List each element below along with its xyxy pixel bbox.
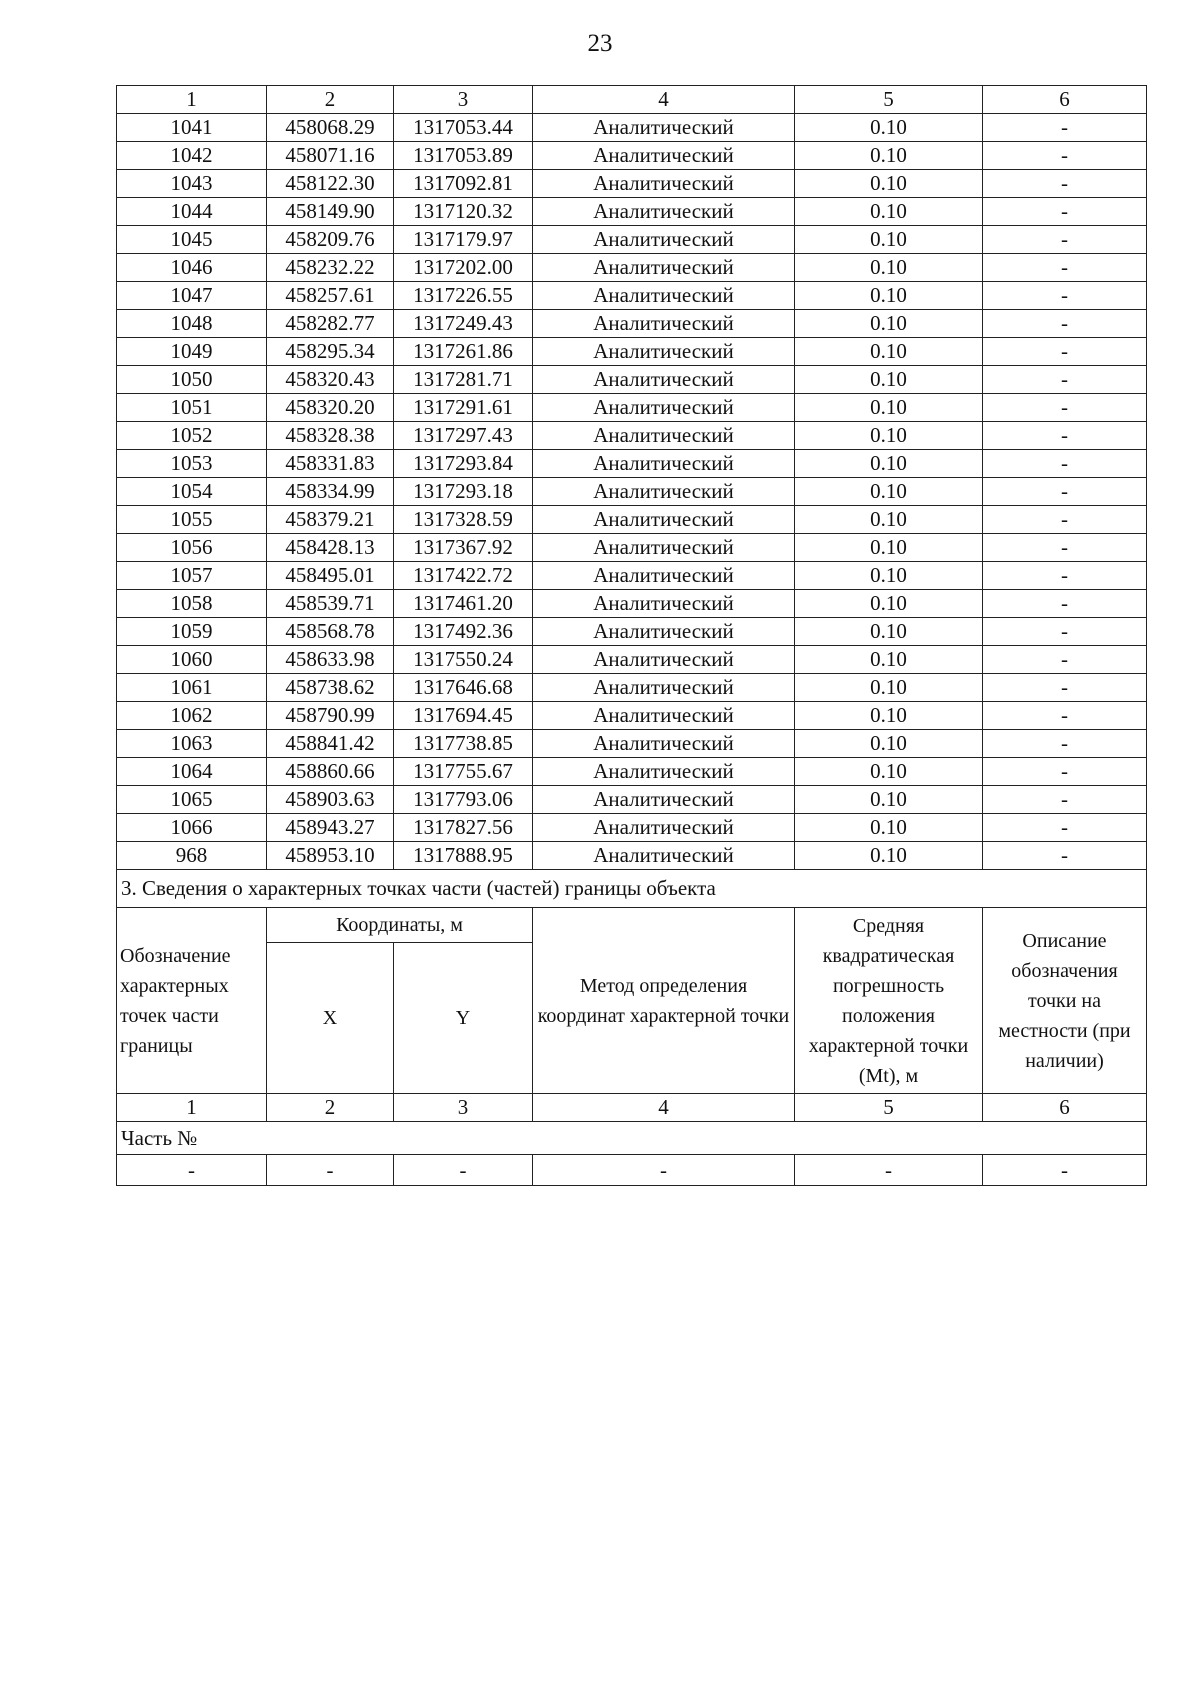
description-cell: - bbox=[983, 674, 1147, 702]
method-cell: Аналитический bbox=[533, 254, 795, 282]
point-id-cell: 1045 bbox=[117, 226, 267, 254]
x-cell: 458295.34 bbox=[267, 338, 394, 366]
table-row bbox=[117, 282, 1147, 310]
y-cell: 1317226.55 bbox=[394, 282, 533, 310]
y-cell: 1317888.95 bbox=[394, 842, 533, 870]
y-cell: 1317738.85 bbox=[394, 730, 533, 758]
x-cell: 458232.22 bbox=[267, 254, 394, 282]
point-id-cell: 1054 bbox=[117, 478, 267, 506]
empty-cell: - bbox=[795, 1155, 983, 1186]
x-cell: 458633.98 bbox=[267, 646, 394, 674]
method-cell: Аналитический bbox=[533, 338, 795, 366]
description-cell: - bbox=[983, 394, 1147, 422]
method-cell: Аналитический bbox=[533, 842, 795, 870]
column-number-row bbox=[117, 86, 1147, 114]
x-cell: 458071.16 bbox=[267, 142, 394, 170]
error-cell: 0.10 bbox=[795, 674, 983, 702]
error-cell: 0.10 bbox=[795, 338, 983, 366]
col-number: 1 bbox=[117, 86, 267, 114]
col-number: 6 bbox=[983, 1094, 1147, 1122]
error-cell: 0.10 bbox=[795, 506, 983, 534]
y-cell: 1317120.32 bbox=[394, 198, 533, 226]
y-cell: 1317646.68 bbox=[394, 674, 533, 702]
col-number: 3 bbox=[394, 86, 533, 114]
table-row bbox=[117, 478, 1147, 506]
description-cell: - bbox=[983, 282, 1147, 310]
error-cell: 0.10 bbox=[795, 646, 983, 674]
col-number: 2 bbox=[267, 1094, 394, 1122]
description-cell: - bbox=[983, 646, 1147, 674]
col-number: 5 bbox=[795, 86, 983, 114]
method-cell: Аналитический bbox=[533, 786, 795, 814]
table-row bbox=[117, 422, 1147, 450]
error-cell: 0.10 bbox=[795, 534, 983, 562]
section-header-row bbox=[117, 908, 1147, 943]
method-cell: Аналитический bbox=[533, 170, 795, 198]
description-cell: - bbox=[983, 142, 1147, 170]
point-id-cell: 1049 bbox=[117, 338, 267, 366]
error-cell: 0.10 bbox=[795, 618, 983, 646]
point-id-cell: 1046 bbox=[117, 254, 267, 282]
point-id-cell: 1044 bbox=[117, 198, 267, 226]
point-id-cell: 1052 bbox=[117, 422, 267, 450]
description-cell: - bbox=[983, 758, 1147, 786]
y-cell: 1317328.59 bbox=[394, 506, 533, 534]
x-cell: 458149.90 bbox=[267, 198, 394, 226]
error-cell: 0.10 bbox=[795, 170, 983, 198]
error-cell: 0.10 bbox=[795, 590, 983, 618]
x-header: X bbox=[267, 943, 394, 1094]
x-cell: 458282.77 bbox=[267, 310, 394, 338]
error-cell: 0.10 bbox=[795, 814, 983, 842]
x-cell: 458539.71 bbox=[267, 590, 394, 618]
empty-cell: - bbox=[533, 1155, 795, 1186]
x-cell: 458320.20 bbox=[267, 394, 394, 422]
description-cell: - bbox=[983, 534, 1147, 562]
y-cell: 1317793.06 bbox=[394, 786, 533, 814]
x-cell: 458860.66 bbox=[267, 758, 394, 786]
method-cell: Аналитический bbox=[533, 814, 795, 842]
description-cell: - bbox=[983, 226, 1147, 254]
table-row bbox=[117, 142, 1147, 170]
table-row bbox=[117, 758, 1147, 786]
method-cell: Аналитический bbox=[533, 618, 795, 646]
error-cell: 0.10 bbox=[795, 114, 983, 142]
y-cell: 1317461.20 bbox=[394, 590, 533, 618]
error-cell: 0.10 bbox=[795, 394, 983, 422]
description-cell: - bbox=[983, 506, 1147, 534]
table-row bbox=[117, 590, 1147, 618]
method-cell: Аналитический bbox=[533, 198, 795, 226]
part-label: Часть № bbox=[117, 1122, 1147, 1155]
point-id-cell: 1048 bbox=[117, 310, 267, 338]
description-cell: - bbox=[983, 562, 1147, 590]
method-cell: Аналитический bbox=[533, 226, 795, 254]
x-cell: 458320.43 bbox=[267, 366, 394, 394]
x-cell: 458334.99 bbox=[267, 478, 394, 506]
x-cell: 458209.76 bbox=[267, 226, 394, 254]
error-cell: 0.10 bbox=[795, 422, 983, 450]
method-cell: Аналитический bbox=[533, 366, 795, 394]
points-rows bbox=[117, 114, 1147, 870]
description-cell: - bbox=[983, 618, 1147, 646]
section-column-number-row bbox=[117, 1094, 1147, 1122]
section-title-row bbox=[117, 870, 1147, 908]
table-row bbox=[117, 730, 1147, 758]
error-cell: 0.10 bbox=[795, 142, 983, 170]
col-number: 5 bbox=[795, 1094, 983, 1122]
point-id-cell: 1050 bbox=[117, 366, 267, 394]
point-id-cell: 1043 bbox=[117, 170, 267, 198]
point-id-cell: 968 bbox=[117, 842, 267, 870]
y-cell: 1317297.43 bbox=[394, 422, 533, 450]
table-row bbox=[117, 814, 1147, 842]
error-cell: 0.10 bbox=[795, 730, 983, 758]
method-cell: Аналитический bbox=[533, 562, 795, 590]
table-row bbox=[117, 254, 1147, 282]
table-row bbox=[117, 618, 1147, 646]
y-cell: 1317293.84 bbox=[394, 450, 533, 478]
x-cell: 458953.10 bbox=[267, 842, 394, 870]
method-header: Метод определения координат характерной точки bbox=[533, 908, 795, 1094]
table-row bbox=[117, 842, 1147, 870]
y-cell: 1317293.18 bbox=[394, 478, 533, 506]
method-cell: Аналитический bbox=[533, 674, 795, 702]
table-row bbox=[117, 394, 1147, 422]
method-cell: Аналитический bbox=[533, 114, 795, 142]
description-cell: - bbox=[983, 310, 1147, 338]
error-cell: 0.10 bbox=[795, 310, 983, 338]
method-cell: Аналитический bbox=[533, 590, 795, 618]
point-id-cell: 1060 bbox=[117, 646, 267, 674]
x-cell: 458328.38 bbox=[267, 422, 394, 450]
description-cell: - bbox=[983, 366, 1147, 394]
point-id-cell: 1066 bbox=[117, 814, 267, 842]
description-cell: - bbox=[983, 590, 1147, 618]
point-id-cell: 1047 bbox=[117, 282, 267, 310]
error-cell: 0.10 bbox=[795, 478, 983, 506]
point-id-cell: 1057 bbox=[117, 562, 267, 590]
designation-header: Обозначение характерных точек части границы bbox=[117, 908, 267, 1094]
method-cell: Аналитический bbox=[533, 534, 795, 562]
table-row bbox=[117, 534, 1147, 562]
table-row bbox=[117, 506, 1147, 534]
error-cell: 0.10 bbox=[795, 842, 983, 870]
error-cell: 0.10 bbox=[795, 198, 983, 226]
point-id-cell: 1063 bbox=[117, 730, 267, 758]
y-cell: 1317755.67 bbox=[394, 758, 533, 786]
table-row bbox=[117, 562, 1147, 590]
description-header: Описание обозначения точки на местности (при наличии) bbox=[983, 908, 1147, 1094]
error-cell: 0.10 bbox=[795, 562, 983, 590]
y-cell: 1317827.56 bbox=[394, 814, 533, 842]
description-cell: - bbox=[983, 254, 1147, 282]
point-id-cell: 1056 bbox=[117, 534, 267, 562]
description-cell: - bbox=[983, 422, 1147, 450]
x-cell: 458331.83 bbox=[267, 450, 394, 478]
point-id-cell: 1058 bbox=[117, 590, 267, 618]
x-cell: 458738.62 bbox=[267, 674, 394, 702]
point-id-cell: 1041 bbox=[117, 114, 267, 142]
empty-cell: - bbox=[117, 1155, 267, 1186]
description-cell: - bbox=[983, 338, 1147, 366]
y-cell: 1317053.89 bbox=[394, 142, 533, 170]
description-cell: - bbox=[983, 170, 1147, 198]
error-cell: 0.10 bbox=[795, 702, 983, 730]
method-cell: Аналитический bbox=[533, 422, 795, 450]
method-cell: Аналитический bbox=[533, 506, 795, 534]
table-row bbox=[117, 114, 1147, 142]
empty-row bbox=[117, 1155, 1147, 1186]
table-row bbox=[117, 226, 1147, 254]
y-cell: 1317291.61 bbox=[394, 394, 533, 422]
y-cell: 1317261.86 bbox=[394, 338, 533, 366]
x-cell: 458379.21 bbox=[267, 506, 394, 534]
point-id-cell: 1042 bbox=[117, 142, 267, 170]
col-number: 4 bbox=[533, 86, 795, 114]
description-cell: - bbox=[983, 702, 1147, 730]
description-cell: - bbox=[983, 730, 1147, 758]
y-cell: 1317202.00 bbox=[394, 254, 533, 282]
point-id-cell: 1053 bbox=[117, 450, 267, 478]
method-cell: Аналитический bbox=[533, 702, 795, 730]
error-cell: 0.10 bbox=[795, 254, 983, 282]
table-row bbox=[117, 674, 1147, 702]
point-id-cell: 1065 bbox=[117, 786, 267, 814]
empty-cell: - bbox=[394, 1155, 533, 1186]
col-number: 1 bbox=[117, 1094, 267, 1122]
col-number: 4 bbox=[533, 1094, 795, 1122]
error-cell: 0.10 bbox=[795, 786, 983, 814]
coordinates-header: Координаты, м bbox=[267, 908, 533, 943]
section-title: 3. Сведения о характерных точках части (частей) границы объекта bbox=[117, 870, 1147, 908]
error-cell: 0.10 bbox=[795, 282, 983, 310]
page-number: 23 bbox=[587, 30, 613, 57]
table-row bbox=[117, 198, 1147, 226]
method-cell: Аналитический bbox=[533, 730, 795, 758]
x-cell: 458903.63 bbox=[267, 786, 394, 814]
y-cell: 1317492.36 bbox=[394, 618, 533, 646]
point-id-cell: 1059 bbox=[117, 618, 267, 646]
point-id-cell: 1061 bbox=[117, 674, 267, 702]
error-header: Средняя квадратическая погрешность положения характерной точки (Mt), м bbox=[795, 908, 983, 1094]
error-cell: 0.10 bbox=[795, 226, 983, 254]
table-row bbox=[117, 702, 1147, 730]
method-cell: Аналитический bbox=[533, 758, 795, 786]
method-cell: Аналитический bbox=[533, 478, 795, 506]
description-cell: - bbox=[983, 814, 1147, 842]
empty-cell: - bbox=[267, 1155, 394, 1186]
table-row bbox=[117, 170, 1147, 198]
point-id-cell: 1051 bbox=[117, 394, 267, 422]
y-cell: 1317053.44 bbox=[394, 114, 533, 142]
x-cell: 458257.61 bbox=[267, 282, 394, 310]
empty-cell: - bbox=[983, 1155, 1147, 1186]
error-cell: 0.10 bbox=[795, 366, 983, 394]
method-cell: Аналитический bbox=[533, 142, 795, 170]
point-id-cell: 1055 bbox=[117, 506, 267, 534]
y-cell: 1317281.71 bbox=[394, 366, 533, 394]
table-row bbox=[117, 310, 1147, 338]
x-cell: 458068.29 bbox=[267, 114, 394, 142]
col-number: 2 bbox=[267, 86, 394, 114]
table-row bbox=[117, 646, 1147, 674]
description-cell: - bbox=[983, 478, 1147, 506]
method-cell: Аналитический bbox=[533, 310, 795, 338]
table-row bbox=[117, 366, 1147, 394]
description-cell: - bbox=[983, 114, 1147, 142]
part-row bbox=[117, 1122, 1147, 1155]
method-cell: Аналитический bbox=[533, 394, 795, 422]
point-id-cell: 1064 bbox=[117, 758, 267, 786]
x-cell: 458122.30 bbox=[267, 170, 394, 198]
y-cell: 1317367.92 bbox=[394, 534, 533, 562]
description-cell: - bbox=[983, 842, 1147, 870]
x-cell: 458841.42 bbox=[267, 730, 394, 758]
table-row bbox=[117, 338, 1147, 366]
y-cell: 1317179.97 bbox=[394, 226, 533, 254]
y-cell: 1317422.72 bbox=[394, 562, 533, 590]
method-cell: Аналитический bbox=[533, 450, 795, 478]
method-cell: Аналитический bbox=[533, 646, 795, 674]
table-row bbox=[117, 786, 1147, 814]
description-cell: - bbox=[983, 786, 1147, 814]
method-cell: Аналитический bbox=[533, 282, 795, 310]
table-row bbox=[117, 450, 1147, 478]
x-cell: 458568.78 bbox=[267, 618, 394, 646]
y-cell: 1317092.81 bbox=[394, 170, 533, 198]
y-cell: 1317249.43 bbox=[394, 310, 533, 338]
description-cell: - bbox=[983, 450, 1147, 478]
boundary-points-table bbox=[116, 85, 1147, 1186]
y-cell: 1317694.45 bbox=[394, 702, 533, 730]
x-cell: 458943.27 bbox=[267, 814, 394, 842]
x-cell: 458790.99 bbox=[267, 702, 394, 730]
y-header: Y bbox=[394, 943, 533, 1094]
error-cell: 0.10 bbox=[795, 450, 983, 478]
x-cell: 458495.01 bbox=[267, 562, 394, 590]
point-id-cell: 1062 bbox=[117, 702, 267, 730]
error-cell: 0.10 bbox=[795, 758, 983, 786]
col-number: 3 bbox=[394, 1094, 533, 1122]
x-cell: 458428.13 bbox=[267, 534, 394, 562]
description-cell: - bbox=[983, 198, 1147, 226]
y-cell: 1317550.24 bbox=[394, 646, 533, 674]
col-number: 6 bbox=[983, 86, 1147, 114]
